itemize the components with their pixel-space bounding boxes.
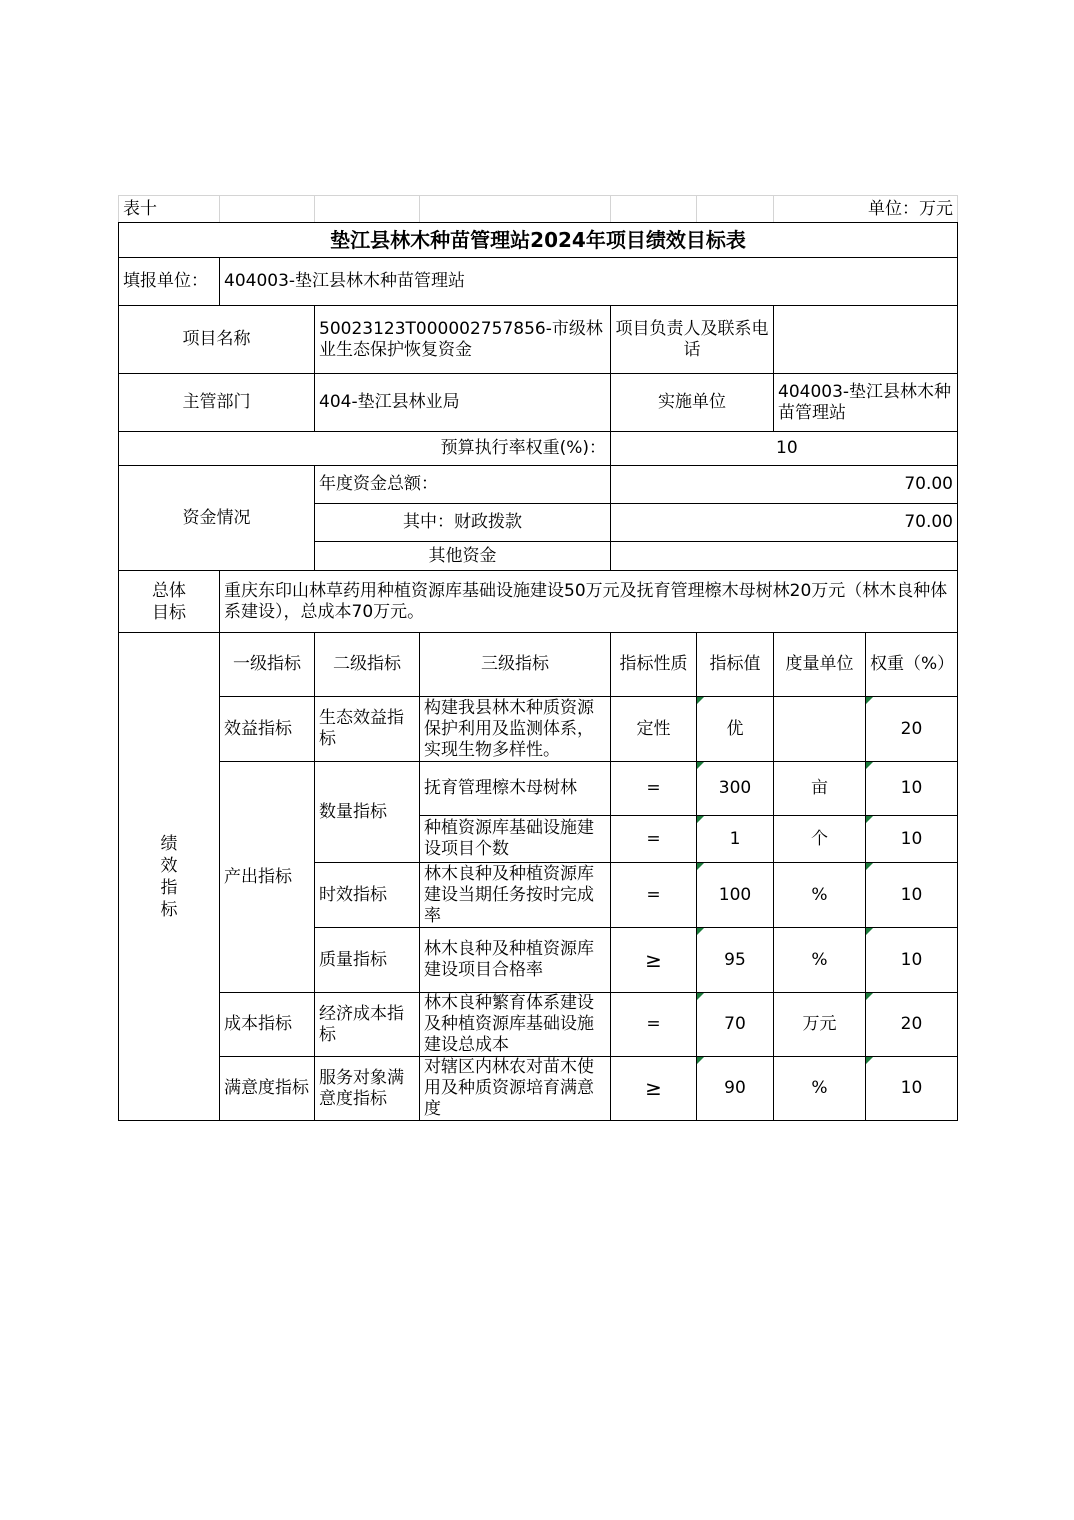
indicator-nature: = xyxy=(611,762,697,816)
funds-other-label: 其他资金 xyxy=(315,542,611,571)
indicator-weight: 10 xyxy=(866,928,958,993)
project-name-label: 项目名称 xyxy=(119,306,315,374)
indicator-l2: 服务对象满意度指标 xyxy=(315,1057,420,1121)
indicator-unit xyxy=(774,697,866,762)
header-level3: 三级指标 xyxy=(420,633,611,697)
indicator-nature: ≥ xyxy=(611,1057,697,1121)
impl-value: 404003-垫江县林木种苗管理站 xyxy=(774,374,958,432)
indicator-l3: 构建我县林木种质资源保护利用及监测体系，实现生物多样性。 xyxy=(420,697,611,762)
indicator-nature: = xyxy=(611,816,697,863)
indicator-l3: 抚育管理檫木母树林 xyxy=(420,762,611,816)
indicator-l3: 对辖区内林农对苗木使用及种质资源培育满意度 xyxy=(420,1057,611,1121)
header-level2: 二级指标 xyxy=(315,633,420,697)
funds-total-label: 年度资金总额： xyxy=(315,466,611,504)
funds-total-value: 70.00 xyxy=(611,466,958,504)
performance-target-table xyxy=(118,195,958,1121)
indicator-unit: 亩 xyxy=(774,762,866,816)
indicator-l1: 成本指标 xyxy=(220,993,315,1057)
indicator-l3: 林木良种及种植资源库建设项目合格率 xyxy=(420,928,611,993)
indicator-weight: 10 xyxy=(866,762,958,816)
indicator-value: 90 xyxy=(697,1057,774,1121)
funds-total-row xyxy=(119,466,958,504)
indicator-unit: % xyxy=(774,928,866,993)
header-value: 指标值 xyxy=(697,633,774,697)
indicator-weight: 20 xyxy=(866,697,958,762)
leader-value xyxy=(774,306,958,374)
indicator-l1: 效益指标 xyxy=(220,697,315,762)
table-row xyxy=(119,993,958,1057)
indicator-l2: 时效指标 xyxy=(315,863,420,928)
indicator-nature: 定性 xyxy=(611,697,697,762)
filler-value: 404003-垫江县林木种苗管理站 xyxy=(220,258,958,306)
table-number: 表十 xyxy=(119,196,220,223)
table-row xyxy=(119,697,958,762)
indicator-l1: 满意度指标 xyxy=(220,1057,315,1121)
indicator-weight: 10 xyxy=(866,816,958,863)
filler-row xyxy=(119,258,958,306)
budget-weight-row xyxy=(119,432,958,466)
indicator-l3: 林木良种及种植资源库建设当期任务按时完成率 xyxy=(420,863,611,928)
indicator-weight: 20 xyxy=(866,993,958,1057)
title-row xyxy=(119,223,958,258)
goal-label: 总体目标 xyxy=(119,571,220,633)
indicator-l1: 产出指标 xyxy=(220,762,315,993)
indicator-value: 70 xyxy=(697,993,774,1057)
leader-label: 项目负责人及联系电话 xyxy=(611,306,774,374)
indicator-l3: 林木良种繁育体系建设及种植资源库基础设施建设总成本 xyxy=(420,993,611,1057)
indicator-weight: 10 xyxy=(866,1057,958,1121)
header-level1: 一级指标 xyxy=(220,633,315,697)
indicator-unit: 个 xyxy=(774,816,866,863)
table-row xyxy=(119,762,958,816)
indicator-value: 100 xyxy=(697,863,774,928)
goal-text: 重庆东印山林草药用种植资源库基础设施建设50万元及抚育管理檫木母树林20万元（林木良种体系建设），总成本70万元。 xyxy=(220,571,958,633)
dept-label: 主管部门 xyxy=(119,374,315,432)
indicator-nature: ≥ xyxy=(611,928,697,993)
indicator-nature: = xyxy=(611,993,697,1057)
funds-label: 资金情况 xyxy=(119,466,315,571)
indicator-section-label: 绩效指标 xyxy=(119,633,220,1121)
goal-row xyxy=(119,571,958,633)
table-row xyxy=(119,1057,958,1121)
indicator-l2: 经济成本指标 xyxy=(315,993,420,1057)
header-weight: 权重（%） xyxy=(866,633,958,697)
indicator-unit: % xyxy=(774,863,866,928)
unit-label: 单位：万元 xyxy=(774,196,958,223)
indicator-unit: % xyxy=(774,1057,866,1121)
impl-label: 实施单位 xyxy=(611,374,774,432)
indicator-value: 1 xyxy=(697,816,774,863)
header-nature: 指标性质 xyxy=(611,633,697,697)
indicator-unit: 万元 xyxy=(774,993,866,1057)
indicator-weight: 10 xyxy=(866,863,958,928)
project-name-row xyxy=(119,306,958,374)
project-name-value: 50023123T000002757856-市级林业生态保护恢复资金 xyxy=(315,306,611,374)
indicator-value: 95 xyxy=(697,928,774,993)
dept-value: 404-垫江县林业局 xyxy=(315,374,611,432)
funds-other-value xyxy=(611,542,958,571)
indicator-nature: = xyxy=(611,863,697,928)
budget-weight-value: 10 xyxy=(611,432,958,466)
indicator-header-row xyxy=(119,633,958,697)
header-row xyxy=(119,196,958,223)
funds-fiscal-label: 其中：财政拨款 xyxy=(315,504,611,542)
indicator-l2: 生态效益指标 xyxy=(315,697,420,762)
indicator-l2: 质量指标 xyxy=(315,928,420,993)
indicator-l3: 种植资源库基础设施建设项目个数 xyxy=(420,816,611,863)
filler-label: 填报单位： xyxy=(119,258,220,306)
indicator-l2: 数量指标 xyxy=(315,762,420,863)
budget-weight-label: 预算执行率权重(%)： xyxy=(119,432,611,466)
funds-fiscal-value: 70.00 xyxy=(611,504,958,542)
department-row xyxy=(119,374,958,432)
indicator-value: 300 xyxy=(697,762,774,816)
header-unit: 度量单位 xyxy=(774,633,866,697)
page-title: 垫江县林木种苗管理站2024年项目绩效目标表 xyxy=(119,223,958,258)
indicator-value: 优 xyxy=(697,697,774,762)
